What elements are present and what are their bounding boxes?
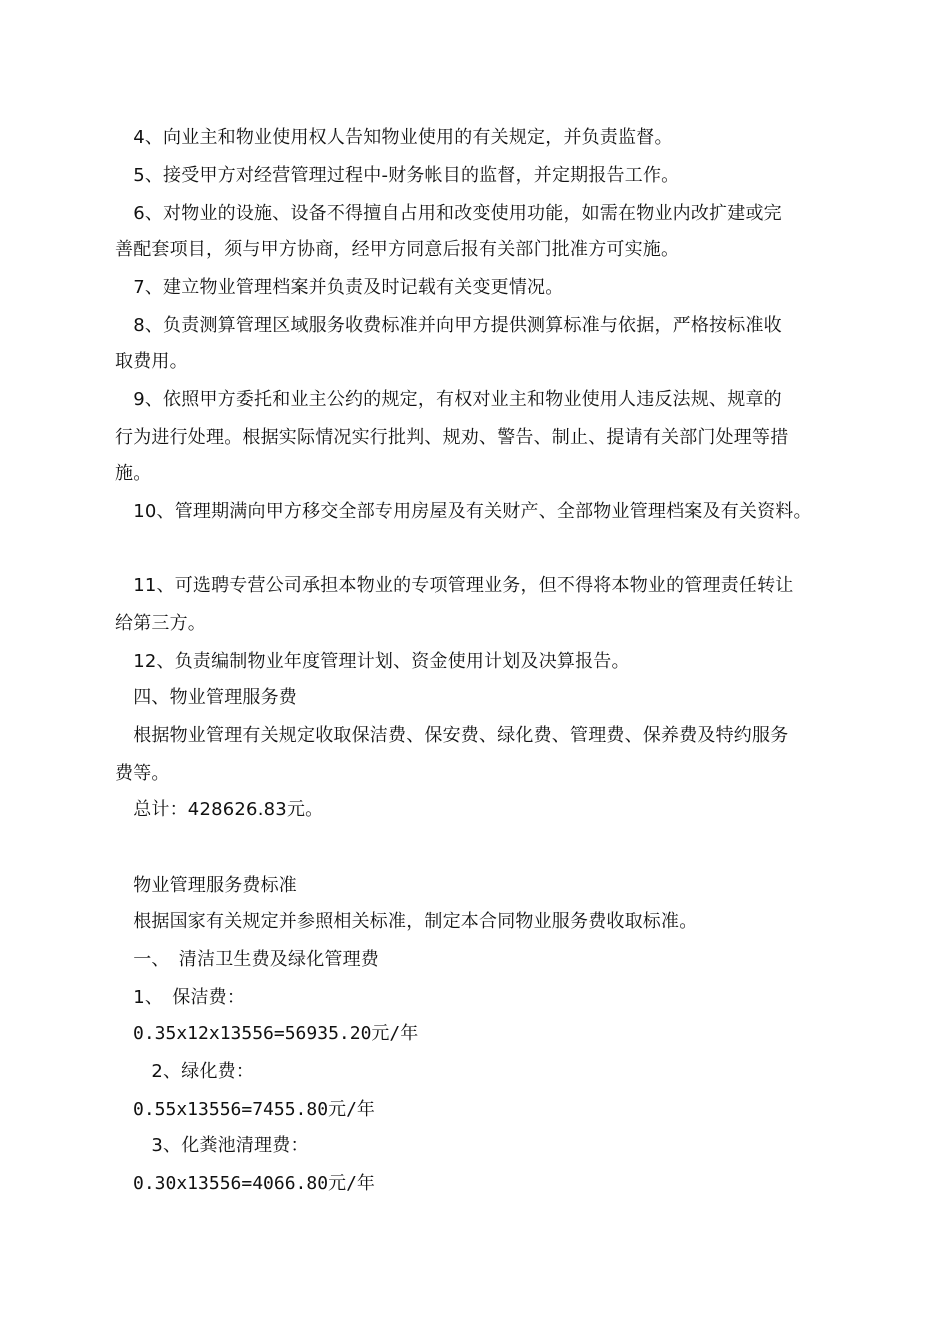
paragraph-item-6-line-2: 善配套项目，须与甲方协商，经甲方同意后报有关部门批准方可实施。 [115, 239, 680, 260]
fees-total: 总计：428626.83元。 [115, 799, 324, 820]
fees-paragraph-line-1: 根据物业管理有关规定收取保洁费、保安费、绿化费、管理费、保养费及特约服务 [115, 725, 789, 746]
paragraph-item-6-line-1: 6、对物业的设施、设备不得擅自占用和改变使用功能，如需在物业内改扩建或完 [115, 203, 782, 224]
cleaning-fee-formula: 0.35x12x13556=56935.20元/年 [115, 1023, 419, 1044]
cleaning-greening-heading: 一、 清洁卫生费及绿化管理费 [115, 949, 379, 970]
septic-fee-formula: 0.30x13556=4066.80元/年 [115, 1173, 375, 1194]
septic-fee-label: 3、化粪池清理费： [115, 1135, 309, 1156]
paragraph-item-9-line-2: 行为进行处理。根据实际情况实行批判、规劝、警告、制止、提请有关部门处理等措 [115, 427, 789, 448]
paragraph-item-11-line-1: 11、可选聘专营公司承担本物业的专项管理业务，但不得将本物业的管理责任转让 [115, 575, 794, 596]
paragraph-item-7: 7、建立物业管理档案并负责及时记载有关变更情况。 [115, 277, 564, 298]
paragraph-item-8-line-1: 8、负责测算管理区域服务收费标准并向甲方提供测算标准与依据，严格按标准收 [115, 315, 782, 336]
paragraph-item-8-line-2: 取费用。 [115, 351, 188, 372]
fees-paragraph-line-2: 费等。 [115, 763, 170, 784]
paragraph-item-9-line-1: 9、依照甲方委托和业主公约的规定，有权对业主和物业使用人违反法规、规章的 [115, 389, 782, 410]
paragraph-item-4: 4、向业主和物业使用权人告知物业使用的有关规定，并负责监督。 [115, 127, 673, 148]
fee-standard-heading: 物业管理服务费标准 [115, 875, 297, 896]
greening-fee-formula: 0.55x13556=7455.80元/年 [115, 1099, 375, 1120]
fee-standard-intro: 根据国家有关规定并参照相关标准，制定本合同物业服务费收取标准。 [115, 911, 698, 932]
paragraph-item-9-line-3: 施。 [115, 463, 152, 484]
paragraph-item-5: 5、接受甲方对经营管理过程中-财务帐目的监督，并定期报告工作。 [115, 165, 680, 186]
greening-fee-label: 2、绿化费： [115, 1061, 255, 1082]
paragraph-item-10: 10、管理期满向甲方移交全部专用房屋及有关财产、全部物业管理档案及有关资料。 [115, 501, 812, 522]
section-heading-fees: 四、物业管理服务费 [115, 687, 297, 708]
paragraph-item-12: 12、负责编制物业年度管理计划、资金使用计划及决算报告。 [115, 651, 630, 672]
cleaning-fee-label: 1、 保洁费： [115, 987, 246, 1008]
paragraph-item-11-line-2: 给第三方。 [115, 613, 206, 634]
